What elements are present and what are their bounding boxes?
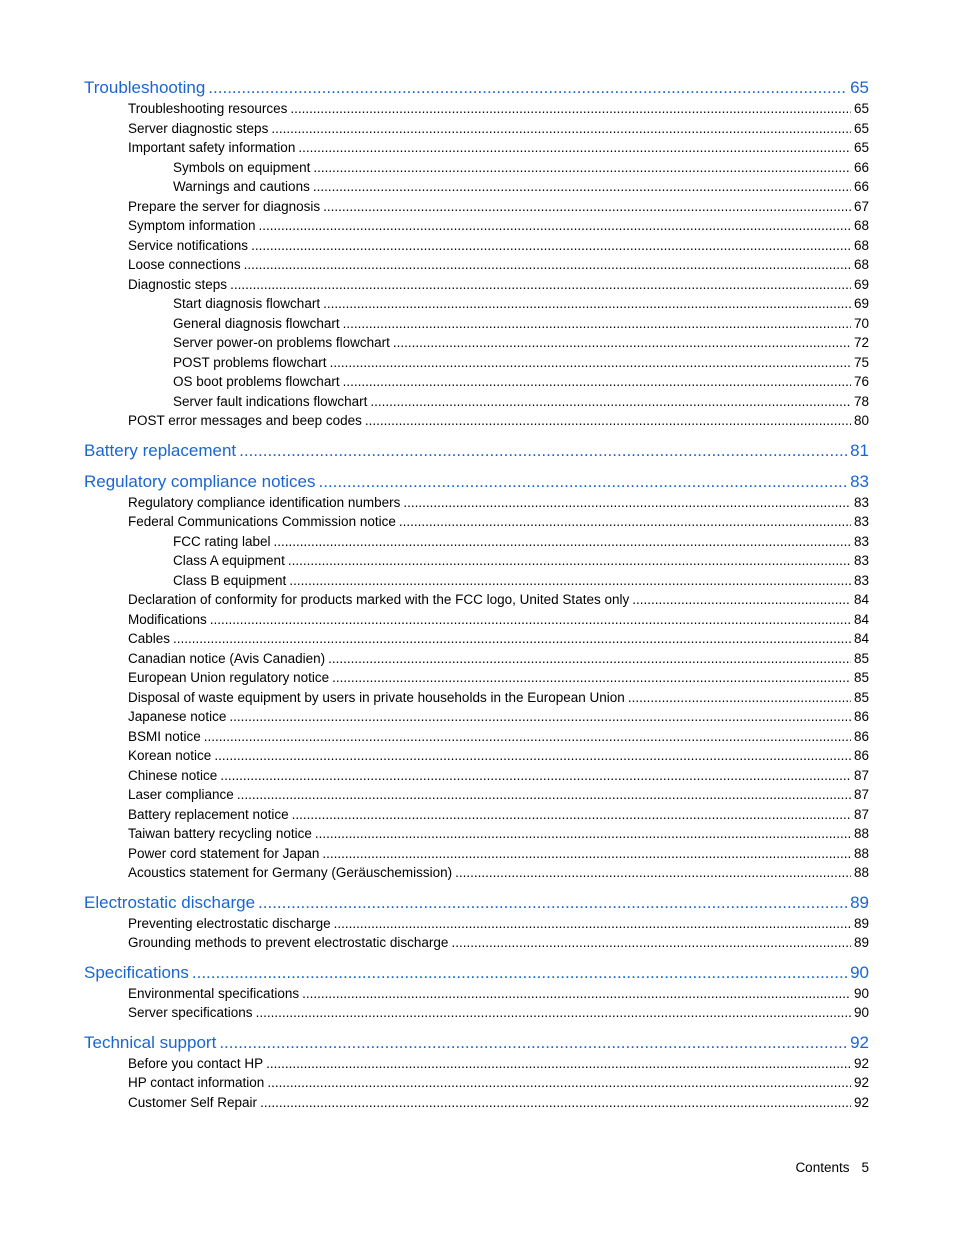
toc-page-number: 86 <box>853 709 869 724</box>
toc-entry-title: Acoustics statement for Germany (Geräuschemission) <box>128 865 453 880</box>
dot-leader <box>258 892 847 914</box>
toc-section-link[interactable] <box>84 77 869 99</box>
toc-page-number: 69 <box>853 276 869 292</box>
dot-leader <box>334 914 851 934</box>
toc-page-number: 85 <box>853 689 869 705</box>
toc-page-number: 88 <box>853 845 869 861</box>
toc-page-number: 86 <box>853 728 869 744</box>
dot-leader <box>313 177 851 197</box>
toc-entry[interactable] <box>84 216 869 236</box>
toc-page-number: 90 <box>850 962 869 982</box>
dot-leader <box>259 216 851 236</box>
toc-page-number: 80 <box>853 413 869 428</box>
toc-entry-title: Cables <box>128 631 171 646</box>
dot-leader <box>451 933 851 953</box>
toc-entry-title: Server power-on problems flowchart <box>173 335 390 350</box>
toc-entry-title: European Union regulatory notice <box>128 670 330 685</box>
toc-entry-title: Important safety information <box>128 140 296 155</box>
toc-entry[interactable] <box>84 1003 869 1023</box>
toc-entry-title: Declaration of conformity for products marked with the FCC logo, United States only <box>128 592 630 607</box>
toc-entry[interactable] <box>84 255 869 275</box>
toc-page-number: 67 <box>853 198 869 214</box>
toc-page-number: 89 <box>853 915 869 931</box>
toc-entry-title: Loose connections <box>128 257 241 272</box>
toc-entry[interactable] <box>84 707 869 727</box>
toc-entry[interactable] <box>84 727 869 747</box>
toc-entry-title: Start diagnosis flowchart <box>173 296 321 311</box>
toc-subentry[interactable] <box>84 532 869 552</box>
dot-leader <box>370 392 851 412</box>
toc-entry[interactable] <box>84 610 869 630</box>
toc-section-link[interactable] <box>84 892 869 914</box>
toc-entry-title: Warnings and cautions <box>173 179 310 194</box>
dot-leader <box>632 590 851 610</box>
toc-entry-title: Class A equipment <box>173 553 285 568</box>
dot-leader <box>210 610 851 630</box>
dot-leader <box>229 707 851 727</box>
toc-entry-title: Taiwan battery recycling notice <box>128 826 312 841</box>
dot-leader <box>365 411 851 431</box>
toc-page-number: 92 <box>850 1032 869 1052</box>
toc-page-number: 84 <box>853 592 869 607</box>
toc-entry-title: Laser compliance <box>128 787 234 802</box>
toc-entry[interactable] <box>84 984 869 1004</box>
toc-entry[interactable] <box>84 668 869 688</box>
toc-page-number: 68 <box>853 257 869 272</box>
toc-entry[interactable] <box>84 590 869 610</box>
dot-leader <box>267 1073 851 1093</box>
toc-page-number: 87 <box>853 787 869 802</box>
toc-subentry[interactable] <box>84 392 869 412</box>
toc-entry-title: Troubleshooting resources <box>128 101 288 116</box>
toc-page-number: 85 <box>853 650 869 666</box>
dot-leader <box>230 275 851 295</box>
toc-page-number: 65 <box>853 101 869 116</box>
toc-entry[interactable] <box>84 1093 869 1113</box>
toc-entry-title: Disposal of waste equipment by users in private households in the European Union <box>128 689 625 705</box>
toc-entry[interactable] <box>84 844 869 864</box>
toc-entry-title: Regulatory compliance identification numbers <box>128 494 401 510</box>
toc-entry-title: Korean notice <box>128 748 212 763</box>
toc-entry[interactable] <box>84 493 869 513</box>
dot-leader <box>239 440 847 462</box>
toc-page-number: 87 <box>853 806 869 822</box>
toc-entry-title: Before you contact HP <box>128 1055 264 1071</box>
dot-leader <box>315 824 851 844</box>
toc-entry-title: Class B equipment <box>173 572 287 588</box>
toc-entry-title: Modifications <box>128 611 207 627</box>
dot-leader <box>173 629 851 649</box>
toc-page-number: 68 <box>853 218 869 233</box>
toc-entry[interactable] <box>84 746 869 766</box>
dot-leader <box>292 805 851 825</box>
toc-entry-title: Environmental specifications <box>128 985 300 1001</box>
toc-section-link[interactable] <box>84 1032 869 1054</box>
dot-leader <box>237 785 851 805</box>
dot-leader <box>256 1003 851 1023</box>
toc-entry-title: Service notifications <box>128 237 249 253</box>
toc-page-number: 72 <box>853 335 869 350</box>
toc-page-number: 89 <box>853 935 869 950</box>
dot-leader <box>192 962 847 984</box>
toc-entry-title: Power cord statement for Japan <box>128 845 320 861</box>
toc-entry[interactable] <box>84 411 869 431</box>
toc-entry-title: FCC rating label <box>173 533 271 549</box>
dot-leader <box>290 99 851 119</box>
toc-entry[interactable] <box>84 99 869 119</box>
footer-label: Contents <box>795 1160 850 1175</box>
toc-entry-title: Preventing electrostatic discharge <box>128 915 331 931</box>
toc-section-link[interactable] <box>84 440 869 462</box>
table-of-contents <box>84 77 869 1112</box>
toc-entry[interactable] <box>84 863 869 883</box>
toc-subentry[interactable] <box>84 314 869 334</box>
toc-entry-title: Battery replacement notice <box>128 806 289 822</box>
toc-page-number: 92 <box>853 1075 869 1090</box>
toc-entry-title: Battery replacement <box>84 440 237 460</box>
toc-entry-title: Technical support <box>84 1032 217 1052</box>
dot-leader <box>332 668 851 688</box>
toc-entry-title: Regulatory compliance notices <box>84 471 316 491</box>
dot-leader <box>271 119 851 139</box>
dot-leader <box>628 688 851 708</box>
toc-page-number: 92 <box>853 1094 869 1110</box>
toc-entry-title: Server specifications <box>128 1005 253 1020</box>
dot-leader <box>274 532 851 552</box>
dot-leader <box>220 766 851 786</box>
dot-leader <box>266 1054 851 1074</box>
toc-page-number: 92 <box>853 1055 869 1071</box>
dot-leader <box>328 649 851 669</box>
toc-section-link[interactable] <box>84 962 869 984</box>
toc-page-number: 83 <box>853 553 869 568</box>
toc-page-number: 66 <box>853 159 869 175</box>
toc-subentry[interactable] <box>84 333 869 353</box>
toc-page-number: 83 <box>853 572 869 588</box>
toc-page-number: 83 <box>853 514 869 529</box>
toc-page-number: 83 <box>853 494 869 510</box>
dot-leader <box>204 727 851 747</box>
toc-entry-title: POST error messages and beep codes <box>128 413 362 428</box>
toc-page-number: 69 <box>853 296 869 311</box>
toc-entry[interactable] <box>84 197 869 217</box>
toc-entry[interactable] <box>84 138 869 158</box>
dot-leader <box>313 158 851 178</box>
toc-subentry[interactable] <box>84 158 869 178</box>
toc-entry-title: BSMI notice <box>128 728 201 744</box>
dot-leader <box>399 512 851 532</box>
toc-page-number: 86 <box>853 748 869 763</box>
toc-entry-title: Electrostatic discharge <box>84 892 256 912</box>
toc-entry-title: Canadian notice (Avis Canadien) <box>128 650 326 666</box>
toc-entry[interactable] <box>84 119 869 139</box>
toc-entry[interactable] <box>84 933 869 953</box>
dot-leader <box>323 294 851 314</box>
toc-page-number: 66 <box>853 179 869 194</box>
dot-leader <box>288 551 851 571</box>
toc-entry-title: Chinese notice <box>128 767 218 783</box>
toc-entry[interactable] <box>84 1073 869 1093</box>
toc-subentry[interactable] <box>84 372 869 392</box>
dot-leader <box>219 1032 847 1054</box>
dot-leader <box>455 863 851 883</box>
toc-entry[interactable] <box>84 236 869 256</box>
toc-page-number: 89 <box>850 892 869 912</box>
toc-page-number: 83 <box>853 533 869 549</box>
toc-entry-title: HP contact information <box>128 1075 265 1090</box>
toc-entry[interactable] <box>84 785 869 805</box>
toc-subentry[interactable] <box>84 353 869 373</box>
toc-entry-title: Symptom information <box>128 218 256 233</box>
dot-leader <box>298 138 851 158</box>
toc-entry-title: POST problems flowchart <box>173 354 327 370</box>
toc-entry-title: Prepare the server for diagnosis <box>128 198 321 214</box>
toc-page-number: 84 <box>853 631 869 646</box>
toc-entry-title: Server fault indications flowchart <box>173 393 368 409</box>
footer-page-number: 5 <box>861 1160 869 1175</box>
toc-page-number: 75 <box>853 354 869 370</box>
toc-entry-title: Federal Communications Commission notice <box>128 514 396 529</box>
dot-leader <box>322 844 851 864</box>
dot-leader <box>403 493 851 513</box>
toc-page-number: 90 <box>853 1005 869 1020</box>
dot-leader <box>343 372 851 392</box>
dot-leader <box>319 471 848 493</box>
toc-entry[interactable] <box>84 629 869 649</box>
toc-entry-title: Specifications <box>84 962 189 982</box>
toc-page-number: 65 <box>853 140 869 155</box>
toc-entry-title: Server diagnostic steps <box>128 120 269 136</box>
toc-page-number: 70 <box>853 315 869 331</box>
dot-leader <box>393 333 851 353</box>
toc-entry[interactable] <box>84 688 869 708</box>
toc-page-number: 84 <box>853 611 869 627</box>
dot-leader <box>343 314 851 334</box>
toc-entry-title: Japanese notice <box>128 709 227 724</box>
toc-entry-title: OS boot problems flowchart <box>173 374 340 389</box>
toc-entry[interactable] <box>84 649 869 669</box>
toc-subentry[interactable] <box>84 571 869 591</box>
dot-leader <box>260 1093 851 1113</box>
toc-entry-title: Customer Self Repair <box>128 1094 258 1110</box>
toc-page-number: 65 <box>850 78 869 97</box>
toc-entry-title: Symbols on equipment <box>173 159 311 175</box>
page-footer <box>700 1159 869 1177</box>
dot-leader <box>208 77 847 99</box>
toc-page-number: 88 <box>853 865 869 880</box>
toc-subentry[interactable] <box>84 177 869 197</box>
toc-entry-title: General diagnosis flowchart <box>173 315 340 331</box>
toc-page-number: 81 <box>850 440 869 460</box>
toc-page-number: 83 <box>850 471 869 491</box>
toc-page-number: 90 <box>853 985 869 1001</box>
toc-subentry[interactable] <box>84 551 869 571</box>
toc-section-link[interactable] <box>84 471 869 493</box>
toc-page-number: 87 <box>853 767 869 783</box>
dot-leader <box>289 571 851 591</box>
dot-leader <box>251 236 851 256</box>
toc-entry[interactable] <box>84 275 869 295</box>
toc-page-number: 78 <box>853 393 869 409</box>
toc-entry[interactable] <box>84 824 869 844</box>
dot-leader <box>244 255 851 275</box>
toc-entry-title: Troubleshooting <box>84 78 206 97</box>
toc-page-number: 76 <box>853 374 869 389</box>
toc-entry[interactable] <box>84 512 869 532</box>
toc-page-number: 65 <box>853 120 869 136</box>
dot-leader <box>330 353 851 373</box>
dot-leader <box>302 984 851 1004</box>
toc-entry-title: Diagnostic steps <box>128 276 228 292</box>
toc-page-number: 85 <box>853 670 869 685</box>
toc-entry[interactable] <box>84 766 869 786</box>
toc-entry[interactable] <box>84 1054 869 1074</box>
toc-entry[interactable] <box>84 805 869 825</box>
toc-page-number: 88 <box>853 826 869 841</box>
dot-leader <box>214 746 851 766</box>
dot-leader <box>323 197 851 217</box>
toc-entry-title: Grounding methods to prevent electrostatic discharge <box>128 935 449 950</box>
toc-page-number: 68 <box>853 237 869 253</box>
toc-entry[interactable] <box>84 914 869 934</box>
toc-subentry[interactable] <box>84 294 869 314</box>
